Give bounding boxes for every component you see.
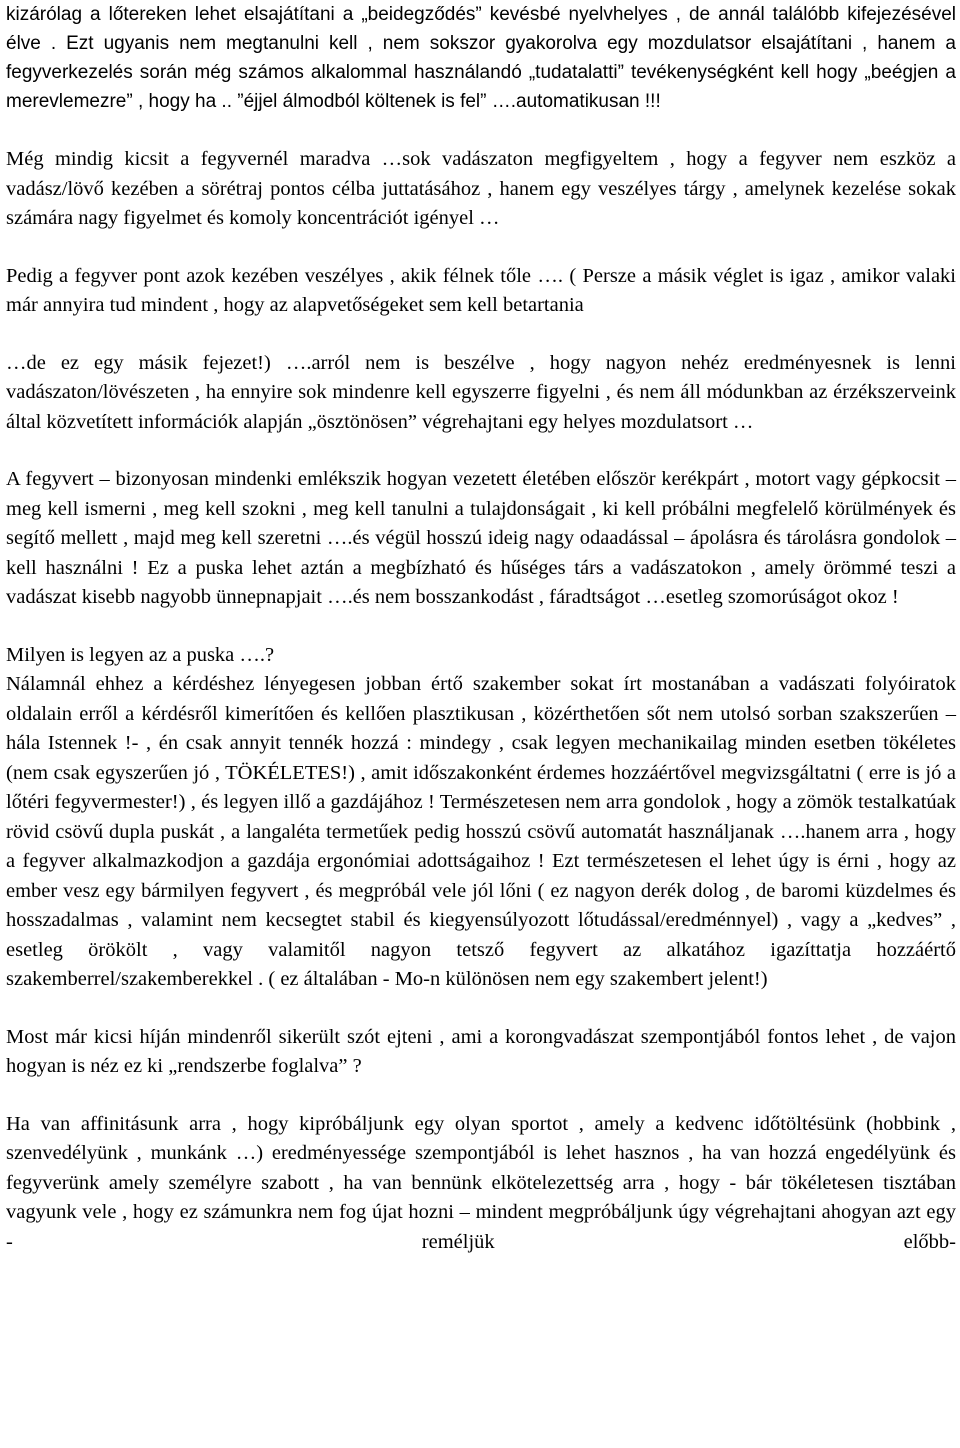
paragraph-spacer (6, 321, 956, 349)
paragraph-spacer (6, 995, 956, 1023)
paragraph-spacer (6, 1082, 956, 1110)
paragraph-ha-van-affinitasunk: Ha van affinitásunk arra , hogy kipróbáljunk egy olyan sportot , amely a kedvenc időtöltésünk (hobbink , szenvedélyünk , munkánk …) eredményessége szempontjából is lehet hasznos , ha van hozzá engedélyünk és fegyverünk amely személyre szabott , ha van bennünk elkötelezettség arra , hogy - bár tökéletesen tisztában vagyunk vele , hogy ez számunkra nem fog újat hozni – mindent megpróbáljunk úgy végrehajtani ahogyan azt egy - reméljük előbb- (6, 1112, 956, 1253)
paragraph-nalamnal: Nálamnál ehhez a kérdéshez lényegesen jobban értő szakember sokat írt mostanában a vadászati folyóiratok oldalain erről a kérdésről kimerítően és kellően plasztikusan , közérthetően sőt nem utolsó sorban szakszerűen – hála Istennek !- , én csak annyit tennék hozzá : mindegy , csak legyen mechanikailag minden esetben tökéletes (nem csak egyszerűen jó , TÖKÉLETES!) , amit időszakonként érdemes hozzáértővel megvizsgáltatni ( erre is jó a lőtéri fegyvermester!) , és legyen illő a gazdájához ! Természetesen nem arra gondolok , hogy a zömök testalkatúak rövid csövű dupla puskát , a langaléta termetűek pedig hosszú csövű automatát használjanak ….hanem arra , hogy a fegyver alkalmazkodjon a gazdája ergonómiai adottságaihoz ! Ezt természetesen el lehet úgy is érni , hogy az ember vesz egy bármilyen fegyvert , és megpróbál vele jól lőni ( ez nagyon derék dolog , de baromi küzdelmes és hosszadalmas , valamint nem kecsegtet stabil és kiegyensúlyozott lőtudással/eredménnyel) , vagy a „kedves” , esetleg örökölt , vagy valamitől nagyon tetsző fegyvert az alkatához igazíttatja hozzáértő szakemberrel/szakemberekkel . ( ez általában - Mo-n különösen nem egy szakembert jelent!) (6, 673, 956, 990)
document-page (6, 0, 956, 1257)
paragraph-spacer (6, 613, 956, 641)
paragraph-spacer (6, 437, 956, 465)
intro-paragraph: kizárólag a lőtereken lehet elsajátítani a „beidegződés” kevésbé nyelvhelyes , de annál találóbb kifejezésével élve . Ezt ugyanis nem megtanulni kell , nem sokszor gyakorolva egy mozdulatsor elsajátítani , hanem a fegyverkezelés során még számos alkalommal használandó „tudatalatti” tevékenységként kell hogy „beégjen a merevlemezre” , hogy ha .. ”éjjel álmodból költenek is fel” ….automatikusan !!! (6, 4, 956, 112)
paragraph-spacer (6, 234, 956, 262)
paragraph-milyen-is-legyen: Milyen is legyen az a puska ….? (6, 643, 275, 666)
paragraph-a-fegyvert: A fegyvert – bizonyosan mindenki emlékszik hogyan vezetett életében először kerékpárt , motort vagy gépkocsit – meg kell ismerni , meg kell szokni , meg kell tanulni a tulajdonságait , ki kell próbálni megfelelő körülmények és segítő mellett , majd meg kell szeretni ….és végül hosszú ideig nagy odaadással – ápolásra és tárolásra gondolok – kell használni ! Ez a puska lehet aztán a megbízható és hűséges társ a vadászatokon , amely örömmé teszi a vadászat kisebb nagyobb ünnepnapjait ….és nem bosszankodást , fáradtságot …esetleg szomorúságot okoz ! (6, 468, 956, 608)
paragraph-pedig-a-fegyver: Pedig a fegyver pont azok kezében veszélyes , akik félnek tőle …. ( Persze a másik véglet is igaz , amikor valaki már annyira tud mindent , hogy az alapvetőségeket sem kell betartania (6, 264, 956, 316)
paragraph-masik-fejezet: …de ez egy másik fejezet!) ….arról nem is beszélve , hogy nagyon nehéz eredményesnek is lenni vadászaton/lövészeten , ha ennyire sok mindenre kell egyszerre figyelni , és nem áll módunkban az érzékszerveink által közvetített információk alapján „ösztönösen” végrehajtani egy helyes mozdulatsort … (6, 351, 956, 433)
paragraph-fegyvernel-maradva: Még mindig kicsit a fegyvernél maradva …sok vadászaton megfigyeltem , hogy a fegyver nem eszköz a vadász/lövő kezében a sörétraj pontos célba juttatásához , hanem egy veszélyes tárgy , amelynek kezelése sokak számára nagy figyelmet és komoly koncentrációt igényel … (6, 148, 956, 229)
paragraph-spacer (6, 116, 956, 145)
paragraph-most-mar: Most már kicsi híján mindenről sikerült szót ejteni , ami a korongvadászat szempontjából fontos lehet , de vajon hogyan is néz ez ki „rendszerbe foglalva” ? (6, 1025, 956, 1077)
